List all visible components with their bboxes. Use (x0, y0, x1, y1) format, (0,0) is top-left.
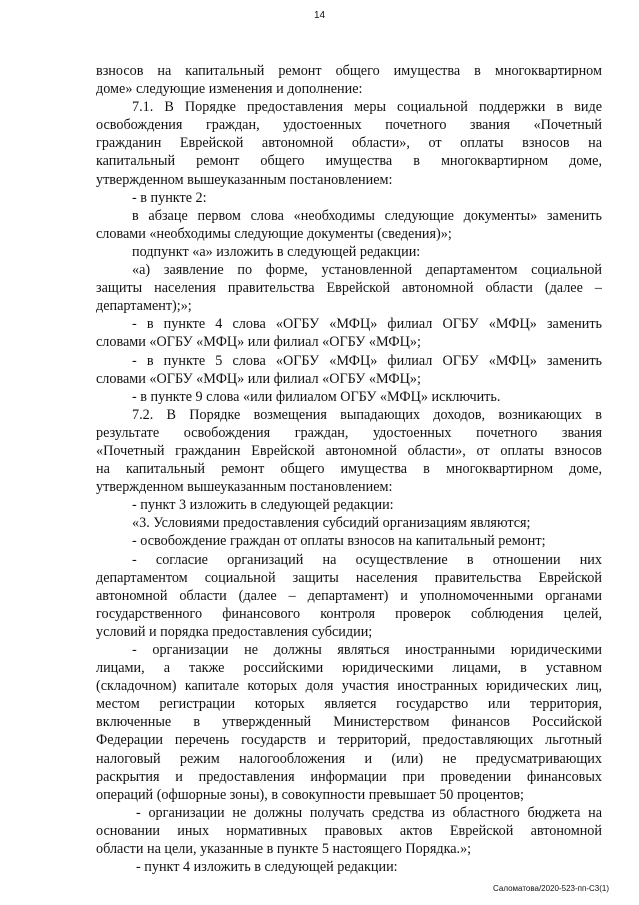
text-line: - в пункте 9 слова «или филиалом ОГБУ «МФЦ» исключить. (132, 388, 501, 405)
text-line: государственного финансового контроля проверок соблюдения целей, (96, 605, 602, 622)
text-line: - в пункте 2: (132, 189, 207, 206)
text-line: местом регистрации которых является государство или территория, (96, 696, 602, 713)
text-line: лицами, а также российскими юридическими лицами, в уставном (96, 660, 602, 677)
text-line: освобождения граждан, удостоенных почетного звания «Почетный (96, 117, 602, 134)
text-line: операций (офшорные зоны), в совокупности превышает 50 процентов; (96, 786, 524, 803)
text-line: включенные в утвержденный Министерством финансов Российской (96, 714, 602, 731)
text-line: основании иных нормативных правовых актов Еврейской автономной (96, 822, 602, 839)
text-line: департамент);»; (96, 298, 192, 315)
text-line: (складочном) капитале которых доля участия иностранных юридических лиц, (96, 678, 602, 695)
text-line: взносов на капитальный ремонт общего имущества в многоквартирном (96, 63, 602, 79)
text-line: условий и порядка предоставления субсидии; (96, 623, 373, 640)
text-line: налоговый режим налогообложения и (или) не предусматривающих (96, 750, 602, 767)
text-line: результате освобождения граждан, удостоенных почетного звания (96, 424, 602, 441)
text-line: словами «необходимы следующие документы (сведения)»; (96, 225, 452, 242)
text-line: - в пункте 4 слова «ОГБУ «МФЦ» филиал ОГБУ «МФЦ» заменить (132, 316, 602, 333)
text-line: «а) заявление по форме, установленной департаментом социальной (132, 262, 602, 279)
text-line: раскрытия и предоставления информации при проведении финансовых (96, 768, 602, 785)
text-line: в абзаце первом слова «необходимы следующие документы» заменить (132, 207, 602, 224)
text-line: - пункт 4 изложить в следующей редакции: (136, 859, 398, 876)
text-line: - согласие организаций на осуществление в отношении них (132, 551, 602, 568)
text-line: - освобождение граждан от оплаты взносов на капитальный ремонт; (132, 533, 546, 550)
text-line: подпункт «а» изложить в следующей редакции: (132, 243, 421, 260)
text-line: словами «ОГБУ «МФЦ» или филиал «ОГБУ «МФЦ»; (96, 334, 421, 351)
text-line: «3. Условиями предоставления субсидий организациям являются; (132, 515, 531, 532)
page-number: 14 (313, 10, 326, 21)
text-line: Федерации перечень государств и территорий, предоставляющих льготный (96, 732, 602, 749)
text-line: защиты населения правительства Еврейской автономной области (далее – (96, 280, 602, 297)
text-line: автономной области (далее – департамент) и уполномоченными органами (96, 587, 602, 604)
text-line: на капитальный ремонт общего имущества в многоквартирном доме, (96, 461, 602, 478)
text-line: 7.1. В Порядке предоставления меры социальной поддержки в виде (132, 99, 602, 116)
text-line: «Почетный гражданин Еврейской автономной области», от оплаты взносов (96, 442, 602, 459)
text-line: - организации не должны являться иностранными юридическими (132, 642, 602, 658)
text-line: департаментом социальной защиты населения правительства Еврейской (96, 569, 602, 586)
text-line: словами «ОГБУ «МФЦ» или филиал «ОГБУ «МФЦ»; (96, 370, 421, 387)
text-line: - в пункте 5 слова «ОГБУ «МФЦ» филиал ОГБУ «МФЦ» заменить (132, 352, 602, 369)
text-line: утвержденном вышеуказанным постановлением: (96, 171, 393, 188)
text-line: утвержденном вышеуказанным постановлением: (96, 479, 393, 496)
text-line: доме» следующие изменения и дополнение: (96, 81, 363, 98)
text-line: - организации не должны получать средства из областного бюджета на (136, 804, 602, 821)
document-footer-code: Саломатова/2020-523-пп-С3(1) (493, 884, 609, 893)
text-line: гражданин Еврейской автономной области», от оплаты взносов на (96, 135, 602, 152)
document-body (96, 62, 602, 876)
text-line: 7.2. В Порядке возмещения выпадающих доходов, возникающих в (132, 406, 602, 423)
text-line: - пункт 3 изложить в следующей редакции: (132, 497, 394, 514)
text-line: области на цели, указанные в пункте 5 настоящего Порядка.»; (96, 841, 472, 858)
text-line: капитальный ремонт общего имущества в многоквартирном доме, (96, 153, 602, 170)
